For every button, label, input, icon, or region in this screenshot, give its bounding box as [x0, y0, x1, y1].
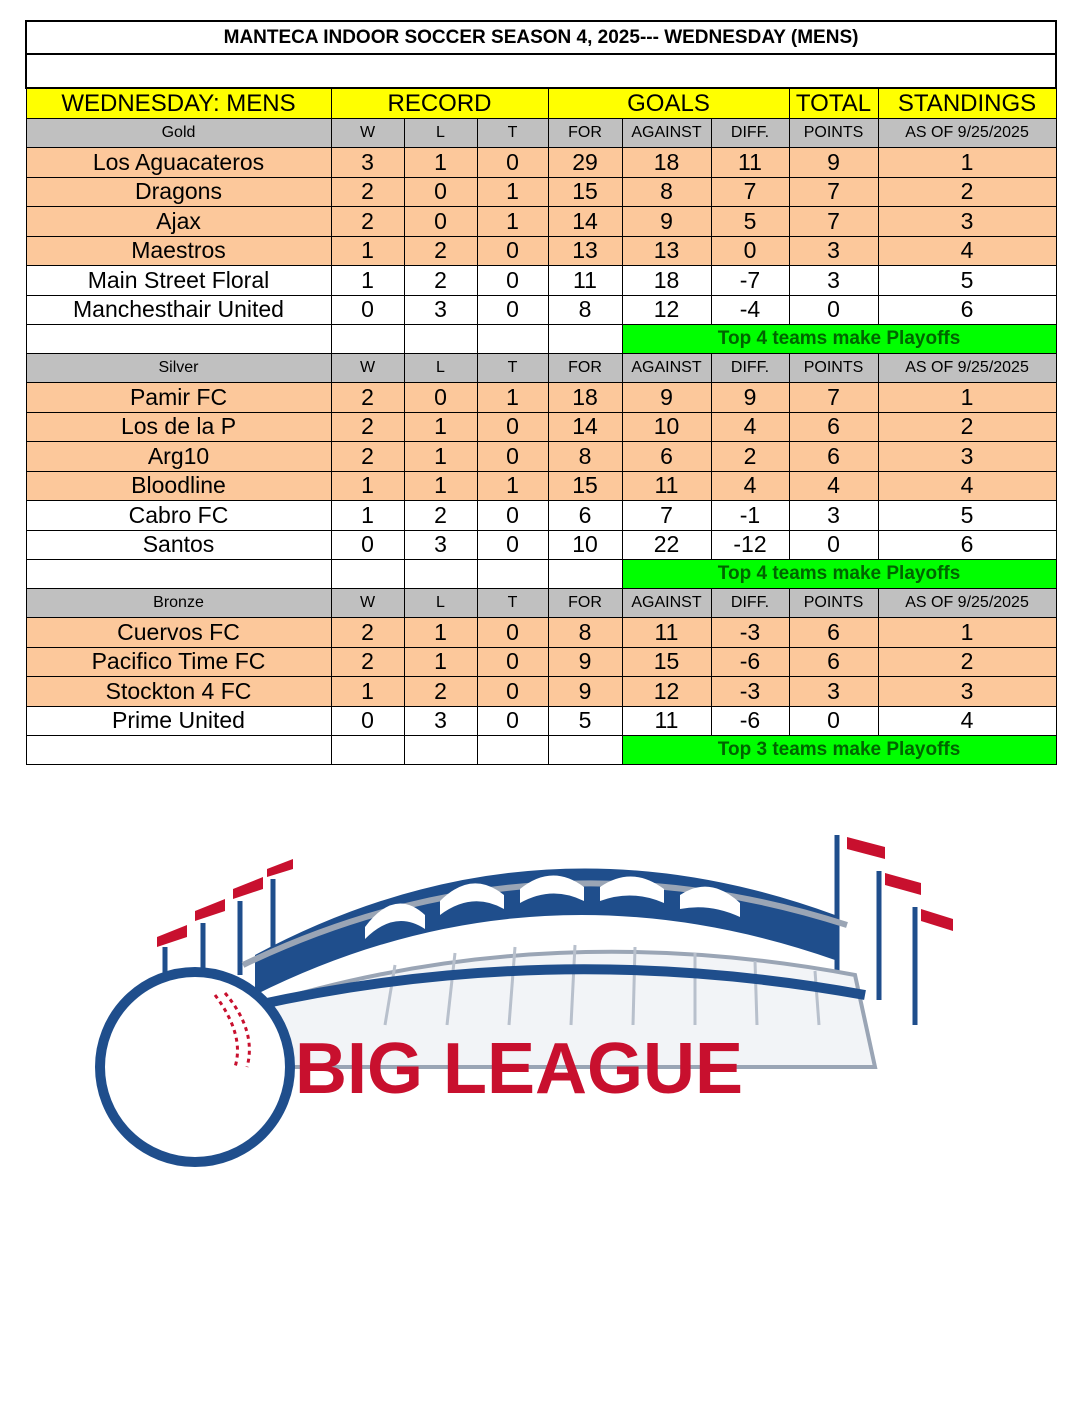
team-points: 6 — [789, 647, 878, 677]
team-rank: 5 — [878, 501, 1056, 531]
team-for: 8 — [548, 295, 622, 325]
diff-header: DIFF. — [711, 119, 789, 148]
team-name: Bloodline — [26, 471, 331, 501]
team-rank: 5 — [878, 266, 1056, 296]
team-for: 8 — [548, 442, 622, 472]
total-header: TOTAL — [789, 88, 878, 119]
team-rank: 6 — [878, 295, 1056, 325]
team-rank: 3 — [878, 677, 1056, 707]
team-rank: 4 — [878, 471, 1056, 501]
team-against: 18 — [622, 266, 711, 296]
team-against: 12 — [622, 295, 711, 325]
team-against: 22 — [622, 530, 711, 560]
division-name: Gold — [26, 119, 331, 148]
team-for: 15 — [548, 177, 622, 207]
empty-cell — [331, 736, 404, 765]
team-diff: -3 — [711, 677, 789, 707]
standings-table — [25, 20, 1057, 765]
team-against: 6 — [622, 442, 711, 472]
team-rank: 1 — [878, 383, 1056, 413]
team-w: 2 — [331, 207, 404, 237]
team-row — [26, 383, 1056, 413]
team-row — [26, 412, 1056, 442]
team-t: 0 — [477, 647, 548, 677]
team-rank: 6 — [878, 530, 1056, 560]
baseball-icon — [100, 972, 290, 1162]
team-name: Cabro FC — [26, 501, 331, 531]
goals-header: GOALS — [548, 88, 789, 119]
empty-cell — [26, 325, 331, 354]
team-against: 11 — [622, 618, 711, 648]
empty-cell — [26, 736, 331, 765]
team-against: 11 — [622, 471, 711, 501]
empty-cell — [404, 560, 477, 589]
playoff-note: Top 4 teams make Playoffs — [622, 560, 1056, 589]
team-name: Stockton 4 FC — [26, 677, 331, 707]
team-t: 0 — [477, 442, 548, 472]
team-l: 1 — [404, 148, 477, 178]
team-l: 1 — [404, 412, 477, 442]
team-diff: -6 — [711, 647, 789, 677]
team-w: 0 — [331, 295, 404, 325]
empty-cell — [548, 560, 622, 589]
team-t: 1 — [477, 177, 548, 207]
team-w: 0 — [331, 530, 404, 560]
team-for: 8 — [548, 618, 622, 648]
team-rank: 4 — [878, 236, 1056, 266]
diff-header: DIFF. — [711, 354, 789, 383]
team-rank: 1 — [878, 148, 1056, 178]
w-header: W — [331, 354, 404, 383]
team-row — [26, 530, 1056, 560]
team-t: 1 — [477, 207, 548, 237]
team-diff: -3 — [711, 618, 789, 648]
team-points: 6 — [789, 618, 878, 648]
for-header: FOR — [548, 119, 622, 148]
standings-header: STANDINGS — [878, 88, 1056, 119]
blank-row — [26, 54, 1056, 88]
diff-header: DIFF. — [711, 589, 789, 618]
against-header: AGAINST — [622, 354, 711, 383]
team-against: 15 — [622, 647, 711, 677]
team-rank: 1 — [878, 618, 1056, 648]
team-for: 11 — [548, 266, 622, 296]
team-points: 3 — [789, 266, 878, 296]
playoff-note-row — [26, 560, 1056, 589]
w-header: W — [331, 119, 404, 148]
team-w: 2 — [331, 618, 404, 648]
playoff-note: Top 4 teams make Playoffs — [622, 325, 1056, 354]
team-points: 6 — [789, 412, 878, 442]
team-t: 1 — [477, 383, 548, 413]
team-diff: -6 — [711, 706, 789, 736]
division-header-row — [26, 119, 1056, 148]
team-rank: 3 — [878, 207, 1056, 237]
team-for: 10 — [548, 530, 622, 560]
empty-cell — [477, 560, 548, 589]
team-w: 2 — [331, 383, 404, 413]
w-header: W — [331, 589, 404, 618]
team-points: 4 — [789, 471, 878, 501]
empty-cell — [331, 325, 404, 354]
team-row — [26, 501, 1056, 531]
team-row — [26, 706, 1056, 736]
team-against: 9 — [622, 383, 711, 413]
team-t: 0 — [477, 618, 548, 648]
logo-text: BIG LEAGUE — [295, 1029, 744, 1109]
team-row — [26, 618, 1056, 648]
team-for: 6 — [548, 501, 622, 531]
against-header: AGAINST — [622, 119, 711, 148]
t-header: T — [477, 354, 548, 383]
team-name: Main Street Floral — [26, 266, 331, 296]
team-name: Arg10 — [26, 442, 331, 472]
team-row — [26, 442, 1056, 472]
team-against: 8 — [622, 177, 711, 207]
team-against: 7 — [622, 501, 711, 531]
team-w: 1 — [331, 501, 404, 531]
team-name: Los Aguacateros — [26, 148, 331, 178]
team-against: 13 — [622, 236, 711, 266]
team-diff: 0 — [711, 236, 789, 266]
team-l: 1 — [404, 647, 477, 677]
team-w: 2 — [331, 177, 404, 207]
team-l: 3 — [404, 530, 477, 560]
team-points: 6 — [789, 442, 878, 472]
team-t: 0 — [477, 706, 548, 736]
team-diff: -12 — [711, 530, 789, 560]
team-w: 1 — [331, 266, 404, 296]
team-t: 0 — [477, 530, 548, 560]
as-of-header: AS OF 9/25/2025 — [878, 119, 1056, 148]
team-against: 10 — [622, 412, 711, 442]
division-header-row — [26, 354, 1056, 383]
team-l: 1 — [404, 471, 477, 501]
team-name: Pamir FC — [26, 383, 331, 413]
team-l: 2 — [404, 677, 477, 707]
league-header: WEDNESDAY: MENS — [26, 88, 331, 119]
team-points: 0 — [789, 706, 878, 736]
team-t: 1 — [477, 471, 548, 501]
team-diff: -1 — [711, 501, 789, 531]
team-name: Pacifico Time FC — [26, 647, 331, 677]
team-rank: 2 — [878, 412, 1056, 442]
team-w: 2 — [331, 442, 404, 472]
team-row — [26, 471, 1056, 501]
as-of-header: AS OF 9/25/2025 — [878, 589, 1056, 618]
team-t: 0 — [477, 295, 548, 325]
team-against: 9 — [622, 207, 711, 237]
team-against: 18 — [622, 148, 711, 178]
team-for: 29 — [548, 148, 622, 178]
division-name: Bronze — [26, 589, 331, 618]
team-diff: 4 — [711, 471, 789, 501]
team-diff: -7 — [711, 266, 789, 296]
team-w: 1 — [331, 677, 404, 707]
team-name: Los de la P — [26, 412, 331, 442]
against-header: AGAINST — [622, 589, 711, 618]
team-name: Ajax — [26, 207, 331, 237]
team-for: 14 — [548, 207, 622, 237]
team-row — [26, 148, 1056, 178]
team-l: 3 — [404, 295, 477, 325]
team-name: Maestros — [26, 236, 331, 266]
as-of-header: AS OF 9/25/2025 — [878, 354, 1056, 383]
team-name: Manchesthair United — [26, 295, 331, 325]
t-header: T — [477, 589, 548, 618]
team-against: 11 — [622, 706, 711, 736]
playoff-note: Top 3 teams make Playoffs — [622, 736, 1056, 765]
team-l: 0 — [404, 177, 477, 207]
team-w: 0 — [331, 706, 404, 736]
playoff-note-row — [26, 736, 1056, 765]
empty-cell — [548, 736, 622, 765]
team-diff: 9 — [711, 383, 789, 413]
team-name: Santos — [26, 530, 331, 560]
playoff-note-row — [26, 325, 1056, 354]
team-l: 1 — [404, 618, 477, 648]
team-points: 7 — [789, 207, 878, 237]
team-l: 3 — [404, 706, 477, 736]
team-row — [26, 177, 1056, 207]
team-t: 0 — [477, 148, 548, 178]
team-rank: 4 — [878, 706, 1056, 736]
team-t: 0 — [477, 412, 548, 442]
team-row — [26, 647, 1056, 677]
l-header: L — [404, 354, 477, 383]
team-against: 12 — [622, 677, 711, 707]
team-for: 15 — [548, 471, 622, 501]
team-points: 7 — [789, 383, 878, 413]
team-row — [26, 266, 1056, 296]
record-header: RECORD — [331, 88, 548, 119]
team-points: 0 — [789, 530, 878, 560]
team-w: 2 — [331, 647, 404, 677]
team-for: 9 — [548, 647, 622, 677]
team-name: Prime United — [26, 706, 331, 736]
team-points: 0 — [789, 295, 878, 325]
team-for: 14 — [548, 412, 622, 442]
team-row — [26, 677, 1056, 707]
t-header: T — [477, 119, 548, 148]
empty-cell — [404, 325, 477, 354]
team-rank: 2 — [878, 177, 1056, 207]
team-l: 1 — [404, 442, 477, 472]
empty-cell — [477, 736, 548, 765]
team-t: 0 — [477, 236, 548, 266]
team-for: 18 — [548, 383, 622, 413]
empty-cell — [26, 560, 331, 589]
points-header: POINTS — [789, 354, 878, 383]
team-t: 0 — [477, 677, 548, 707]
team-name: Cuervos FC — [26, 618, 331, 648]
team-t: 0 — [477, 266, 548, 296]
team-row — [26, 207, 1056, 237]
team-t: 0 — [477, 501, 548, 531]
team-for: 9 — [548, 677, 622, 707]
points-header: POINTS — [789, 119, 878, 148]
empty-cell — [331, 560, 404, 589]
team-diff: 2 — [711, 442, 789, 472]
team-points: 3 — [789, 677, 878, 707]
team-for: 13 — [548, 236, 622, 266]
team-rank: 3 — [878, 442, 1056, 472]
team-diff: 4 — [711, 412, 789, 442]
team-for: 5 — [548, 706, 622, 736]
team-diff: 7 — [711, 177, 789, 207]
team-diff: 11 — [711, 148, 789, 178]
team-diff: 5 — [711, 207, 789, 237]
team-points: 3 — [789, 501, 878, 531]
team-name: Dragons — [26, 177, 331, 207]
l-header: L — [404, 589, 477, 618]
division-name: Silver — [26, 354, 331, 383]
team-w: 2 — [331, 412, 404, 442]
team-rank: 2 — [878, 647, 1056, 677]
team-diff: -4 — [711, 295, 789, 325]
team-points: 3 — [789, 236, 878, 266]
group-header-row — [26, 88, 1056, 119]
empty-cell — [477, 325, 548, 354]
big-league-logo — [95, 825, 975, 1109]
team-row — [26, 295, 1056, 325]
l-header: L — [404, 119, 477, 148]
team-w: 3 — [331, 148, 404, 178]
points-header: POINTS — [789, 589, 878, 618]
team-l: 0 — [404, 383, 477, 413]
team-w: 1 — [331, 471, 404, 501]
team-points: 7 — [789, 177, 878, 207]
team-points: 9 — [789, 148, 878, 178]
sheet-title: MANTECA INDOOR SOCCER SEASON 4, 2025--- WEDNESDAY (MENS) — [26, 21, 1056, 54]
team-l: 0 — [404, 207, 477, 237]
team-l: 2 — [404, 501, 477, 531]
empty-cell — [404, 736, 477, 765]
team-l: 2 — [404, 236, 477, 266]
for-header: FOR — [548, 354, 622, 383]
team-w: 1 — [331, 236, 404, 266]
team-row — [26, 236, 1056, 266]
for-header: FOR — [548, 589, 622, 618]
empty-cell — [548, 325, 622, 354]
team-l: 2 — [404, 266, 477, 296]
division-header-row — [26, 589, 1056, 618]
